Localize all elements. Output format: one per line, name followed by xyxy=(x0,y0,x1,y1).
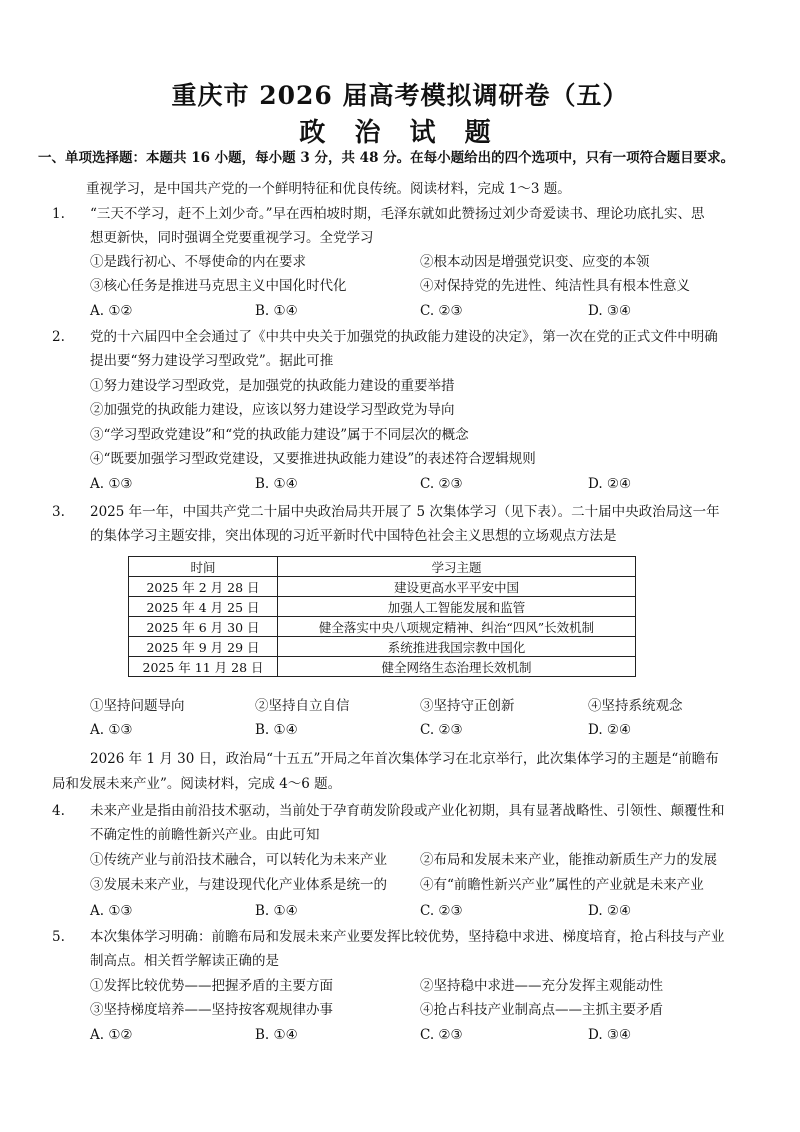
q2-number: 2. xyxy=(52,329,65,345)
q4-statement-1: ①传统产业与前沿技术融合，可以转化为未来产业 xyxy=(90,852,387,868)
q5-statement-1: ①发挥比较优势——把握矛盾的主要方面 xyxy=(90,978,333,994)
q1-stem-line2: 想更新快，同时强调全党要重视学习。全党学习 xyxy=(90,230,374,246)
table-header-topic: 学习主题 xyxy=(278,557,636,577)
q2-statement-4: ④“既要加强学习型政党建设，又要推进执政能力建设”的表述符合逻辑规则 xyxy=(90,451,536,467)
table-cell-date: 2025 年 11 月 28 日 xyxy=(129,657,278,677)
q1-stem-line1: “三天不学习，赶不上刘少奇。”早在西柏坡时期，毛泽东就如此赞扬过刘少奇爱读书、理论功底扎实、思 xyxy=(90,206,705,222)
q2-statement-1: ①努力建设学习型政党，是加强党的执政能力建设的重要举措 xyxy=(90,378,455,394)
table-row xyxy=(129,637,636,657)
table-cell-date: 2025 年 6 月 30 日 xyxy=(129,617,278,637)
table-cell-topic: 加强人工智能发展和监管 xyxy=(278,597,636,617)
q3-option-d: D. ②④ xyxy=(588,722,632,738)
section-heading: 一、单项选择题：本题共 16 小题，每小题 3 分，共 48 分。在每小题给出的四个选项中，只有一项符合题目要求。 xyxy=(38,150,735,166)
q2-stem-line1: 党的十六届四中全会通过了《中共中央关于加强党的执政能力建设的决定》，第一次在党的正式文件中明确 xyxy=(90,329,718,345)
q1-statement-2: ②根本动因是增强党识变、应变的本领 xyxy=(420,254,650,270)
q5-stem-line1: 本次集体学习明确：前瞻布局和发展未来产业要发挥比较优势，坚持稳中求进、梯度培育，抢占科技与产业 xyxy=(90,929,725,945)
q3-statement-2: ②坚持自立自信 xyxy=(255,698,350,714)
q2-option-d: D. ②④ xyxy=(588,476,632,492)
q2-stem-line2: 提出要“努力建设学习型政党”。据此可推 xyxy=(90,353,334,369)
q4-option-c: C. ②③ xyxy=(420,903,463,919)
q4-option-d: D. ②④ xyxy=(588,903,632,919)
table-cell-topic: 健全落实中央八项规定精神、纠治“四风”长效机制 xyxy=(278,617,636,637)
q1-option-a: A. ①② xyxy=(90,303,133,319)
q1-statement-4: ④对保持党的先进性、纯洁性具有根本性意义 xyxy=(420,278,690,294)
table-row xyxy=(129,597,636,617)
q4-option-b: B. ①④ xyxy=(255,903,298,919)
q1-option-c: C. ②③ xyxy=(420,303,463,319)
table-header-row xyxy=(129,557,636,577)
q2-statement-2: ②加强党的执政能力建设，应该以努力建设学习型政党为导向 xyxy=(90,402,455,418)
q4-stem-line2: 不确定性的前瞻性新兴产业。由此可知 xyxy=(90,827,320,843)
q1-statement-3: ③核心任务是推进马克思主义中国化时代化 xyxy=(90,278,347,294)
intro-2-line2: 局和发展未来产业”。阅读材料，完成 4～6 题。 xyxy=(52,776,342,792)
table-cell-date: 2025 年 9 月 29 日 xyxy=(129,637,278,657)
subject-title: 政 治 试 题 xyxy=(299,118,501,148)
exam-title: 重庆市 2026 届高考模拟调研卷（五） xyxy=(171,81,629,110)
table-cell-topic: 健全网络生态治理长效机制 xyxy=(278,657,636,677)
q3-statement-1: ①坚持问题导向 xyxy=(90,698,185,714)
q5-option-b: B. ①④ xyxy=(255,1027,298,1043)
q2-option-c: C. ②③ xyxy=(420,476,463,492)
q1-statement-1: ①是践行初心、不辱使命的内在要求 xyxy=(90,254,306,270)
q4-statement-3: ③发展未来产业，与建设现代化产业体系是统一的 xyxy=(90,877,387,893)
q5-option-c: C. ②③ xyxy=(420,1027,463,1043)
q2-option-a: A. ①③ xyxy=(90,476,133,492)
table-cell-topic: 建设更高水平平安中国 xyxy=(278,577,636,597)
table-row xyxy=(129,657,636,677)
q3-statement-3: ③坚持守正创新 xyxy=(420,698,515,714)
q3-option-c: C. ②③ xyxy=(420,722,463,738)
table-cell-date: 2025 年 4 月 25 日 xyxy=(129,597,278,617)
table-row xyxy=(129,617,636,637)
q5-statement-3: ③坚持梯度培养——坚持按客观规律办事 xyxy=(90,1002,333,1018)
table-cell-date: 2025 年 2 月 28 日 xyxy=(129,577,278,597)
q4-statement-2: ②布局和发展未来产业，能推动新质生产力的发展 xyxy=(420,852,717,868)
q1-number: 1. xyxy=(52,206,65,222)
table-row xyxy=(129,577,636,597)
q3-stem-line2: 的集体学习主题安排，突出体现的习近平新时代中国特色社会主义思想的立场观点方法是 xyxy=(90,528,617,544)
q3-number: 3. xyxy=(52,504,65,520)
q4-stem-line1: 未来产业是指由前沿技术驱动，当前处于孕育萌发阶段或产业化初期，具有显著战略性、引领性、颠覆性和 xyxy=(90,803,725,819)
q4-statement-4: ④有“前瞻性新兴产业”属性的产业就是未来产业 xyxy=(420,877,704,893)
table-cell-topic: 系统推进我国宗教中国化 xyxy=(278,637,636,657)
study-schedule-table xyxy=(128,556,636,677)
q1-option-d: D. ③④ xyxy=(588,303,632,319)
q2-statement-3: ③“学习型政党建设”和“党的执政能力建设”属于不同层次的概念 xyxy=(90,427,469,443)
q5-option-d: D. ③④ xyxy=(588,1027,632,1043)
intro-2-line1: 2026 年 1 月 30 日，政治局“十五五”开局之年首次集体学习在北京举行，此次集体学习的主题是“前瞻布 xyxy=(90,751,719,767)
q5-stem-line2: 制高点。相关哲学解读正确的是 xyxy=(90,953,279,969)
intro-1: 重视学习，是中国共产党的一个鲜明特征和优良传统。阅读材料，完成 1～3 题。 xyxy=(86,181,571,197)
q3-option-b: B. ①④ xyxy=(255,722,298,738)
q5-statement-2: ②坚持稳中求进——充分发挥主观能动性 xyxy=(420,978,663,994)
q3-stem-line1: 2025 年一年，中国共产党二十届中央政治局共开展了 5 次集体学习（见下表）。二十届中央政治局这一年 xyxy=(90,504,720,520)
table-header-date: 时间 xyxy=(129,557,278,577)
q5-number: 5. xyxy=(52,929,65,945)
q2-option-b: B. ①④ xyxy=(255,476,298,492)
q5-option-a: A. ①② xyxy=(90,1027,133,1043)
q3-statement-4: ④坚持系统观念 xyxy=(588,698,683,714)
q4-option-a: A. ①③ xyxy=(90,903,133,919)
q5-statement-4: ④抢占科技产业制高点——主抓主要矛盾 xyxy=(420,1002,663,1018)
q3-option-a: A. ①③ xyxy=(90,722,133,738)
q4-number: 4. xyxy=(52,803,65,819)
q1-option-b: B. ①④ xyxy=(255,303,298,319)
